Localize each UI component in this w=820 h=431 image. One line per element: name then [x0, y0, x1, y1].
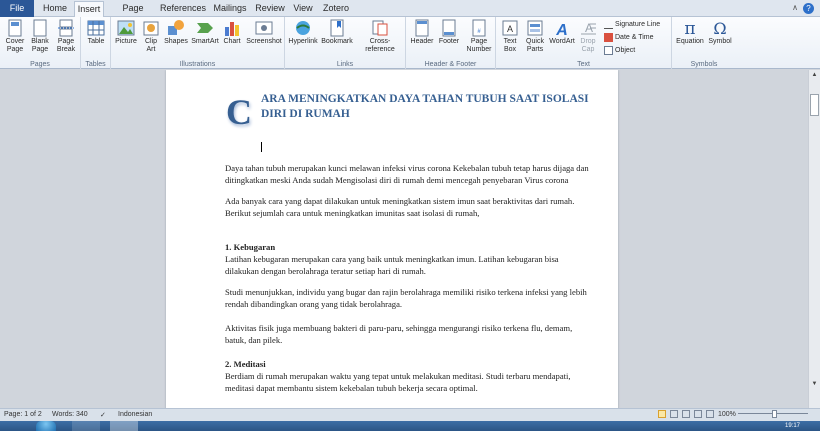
cross-reference-button[interactable]: Cross-reference	[355, 19, 405, 54]
drop-cap-letter: C	[226, 92, 252, 132]
group-label-text: Text	[577, 61, 590, 68]
document-area	[0, 70, 808, 408]
symbol-button[interactable]: Ω Symbol	[708, 19, 732, 45]
omega-icon	[711, 19, 729, 37]
page-count[interactable]: Page: 1 of 2	[4, 411, 42, 418]
page-break-icon	[57, 19, 75, 37]
vertical-scrollbar[interactable]	[808, 70, 820, 408]
shapes-icon	[167, 19, 185, 37]
equation-button[interactable]: π Equation	[676, 19, 704, 45]
shapes-button[interactable]: Shapes	[163, 19, 189, 46]
svg-text:π: π	[684, 19, 696, 37]
group-illustrations	[111, 17, 285, 69]
scroll-up-icon[interactable]: ▲	[811, 72, 818, 78]
tab-references[interactable]: References	[160, 3, 207, 13]
zoom-thumb[interactable]	[772, 410, 777, 418]
footer-icon	[440, 19, 458, 37]
outline-icon[interactable]	[694, 410, 702, 418]
group-label-header-footer: Header & Footer	[424, 61, 477, 68]
text-box-icon	[501, 19, 519, 37]
start-button[interactable]	[36, 421, 56, 431]
ribbon-insert	[0, 17, 820, 69]
table-button[interactable]: Table	[83, 19, 109, 46]
object-button[interactable]: Object	[604, 46, 635, 55]
signature-line-icon	[604, 20, 613, 29]
scroll-thumb[interactable]	[810, 94, 819, 116]
table-icon	[87, 19, 105, 37]
cross-reference-icon	[371, 19, 389, 37]
clip-art-icon	[142, 19, 160, 37]
paragraph: Daya tahan tubuh merupakan kunci melawan infeksi virus corona Kekebalan tubuh tetap harus dijaga dan ditingkatkan meski Anda sudah Mengisolasi diri di rumah demi mencegah penyebaran Virus corona	[225, 163, 589, 185]
drop-cap-button[interactable]: A Drop Cap	[580, 21, 596, 53]
paragraph: Ada banyak cara yang dapat dilakukan untuk meningkatkan sistem imun saat beraktivitas dari rumah. Berikut sejumlah cara untuk meningkatkan imunitas saat isolasi di rumah,	[225, 196, 575, 218]
group-label-pages: Pages	[30, 61, 50, 68]
proofing-icon[interactable]: ✓	[100, 412, 106, 419]
status-bar	[0, 408, 820, 421]
help-icon[interactable]: ?	[803, 3, 814, 14]
tab-zotero[interactable]: Zotero	[322, 3, 349, 13]
svg-text:A: A	[556, 22, 568, 37]
full-screen-icon[interactable]	[670, 410, 678, 418]
hyperlink-icon	[294, 19, 312, 37]
footer-button[interactable]: Footer	[436, 19, 462, 46]
signature-line-button[interactable]: Signature Line	[604, 20, 660, 29]
cover-page-button[interactable]: Cover Page	[2, 19, 28, 54]
tab-view[interactable]: View	[293, 3, 313, 13]
web-layout-icon[interactable]	[682, 410, 690, 418]
tab-review[interactable]: Review	[255, 3, 285, 13]
tab-mailings[interactable]: Mailings	[213, 3, 247, 13]
text-cursor	[261, 142, 262, 152]
document-page[interactable]	[166, 70, 618, 408]
clock[interactable]: 19:17	[784, 423, 800, 429]
taskbar-explorer-button[interactable]	[72, 421, 100, 431]
document-body	[225, 162, 590, 403]
zoom-level[interactable]: 100%	[718, 411, 736, 418]
page-break-button[interactable]: Page Break	[53, 19, 79, 54]
chart-icon	[223, 19, 241, 37]
svg-text:Ω: Ω	[713, 19, 727, 37]
paragraph: Aktivitas fisik juga membuang bakteri di paru-paru, sehingga mengurangi risiko terkena flu, demam, batuk, dan pilek.	[225, 323, 573, 345]
group-tables	[81, 17, 111, 69]
group-label-symbols: Symbols	[690, 61, 718, 68]
cover-page-icon	[6, 19, 24, 37]
drop-cap-icon	[579, 19, 597, 37]
document-title: ARA MENINGKATKAN DAYA TAHAN TUBUH SAAT ISOLASI DIRI DI RUMAH	[261, 93, 589, 120]
paragraph: Berdiam di rumah merupakan waktu yang tepat untuk melakukan meditasi. Studi terbaru mendapati, meditasi dapat membantu sistem kekebalan tubuh bekerja secara optimal.	[225, 371, 571, 393]
minimize-ribbon-icon[interactable]: ∧	[792, 3, 798, 12]
hyperlink-button[interactable]: Hyperlink	[287, 19, 319, 46]
screenshot-icon	[255, 19, 273, 37]
group-links	[285, 17, 406, 69]
tab-file[interactable]: File	[0, 0, 34, 17]
date-time-button[interactable]: Date & Time	[604, 33, 654, 42]
group-symbols	[672, 17, 736, 69]
wordart-button[interactable]: A WordArt	[548, 19, 576, 46]
draft-icon[interactable]	[706, 410, 714, 418]
object-icon	[604, 46, 613, 55]
section-heading: 2. Meditasi	[225, 359, 266, 369]
group-text	[496, 17, 672, 69]
quick-parts-button[interactable]: Quick Parts	[523, 19, 547, 54]
section-heading: 1. Kebugaran	[225, 242, 276, 252]
scroll-down-icon[interactable]: ▼	[811, 381, 818, 387]
page-number-icon	[470, 19, 488, 37]
group-label-illustrations: Illustrations	[179, 61, 216, 68]
group-pages	[0, 17, 81, 69]
clip-art-button[interactable]: Clip Art	[140, 19, 162, 54]
language-indicator[interactable]: Indonesian	[118, 411, 153, 418]
svg-text:A: A	[506, 24, 514, 34]
page-number-button[interactable]: # Page Number	[463, 19, 495, 54]
screenshot-button[interactable]: Screenshot	[244, 19, 284, 46]
bookmark-icon	[328, 19, 346, 37]
picture-icon	[117, 19, 135, 37]
group-header-footer	[406, 17, 496, 69]
smartart-icon	[196, 19, 214, 37]
ribbon-tab-bar	[0, 0, 820, 17]
tab-home[interactable]: Home	[42, 3, 67, 13]
text-box-button[interactable]: A Text Box	[498, 19, 522, 54]
svg-text:A: A	[585, 21, 594, 35]
header-button[interactable]: Header	[409, 19, 435, 46]
tab-insert[interactable]: Insert	[74, 1, 104, 18]
group-label-links: Links	[336, 61, 354, 68]
smartart-button[interactable]: SmartArt	[190, 19, 220, 46]
calendar-icon	[604, 33, 613, 42]
taskbar-word-button[interactable]	[110, 421, 138, 431]
svg-text:#: #	[477, 29, 481, 35]
print-layout-icon[interactable]	[658, 410, 666, 418]
paragraph: Studi menunjukkan, individu yang bugar dan rajin berolahraga memiliki risiko terkena infeksi yang lebih rendah dibandingkan orang yang tidak berolahraga.	[225, 287, 587, 309]
windows-taskbar	[0, 421, 820, 431]
picture-button[interactable]: Picture	[114, 19, 138, 46]
pi-icon	[681, 19, 699, 37]
paragraph: Latihan kebugaran merupakan cara yang baik untuk meningkatkan imun. Latihan kebugaran bisa dilakukan dengan berolahraga teratur setiap hari di rumah.	[225, 254, 559, 276]
blank-page-button[interactable]: Blank Page	[28, 19, 52, 54]
bookmark-button[interactable]: Bookmark	[320, 19, 354, 46]
wordart-icon	[553, 19, 571, 37]
tab-page-layout[interactable]: Page	[122, 3, 144, 13]
quick-parts-icon	[526, 19, 544, 37]
header-icon	[413, 19, 431, 37]
chart-button[interactable]: Chart	[221, 19, 243, 46]
group-label-tables: Tables	[85, 61, 106, 68]
word-count[interactable]: Words: 340	[52, 411, 88, 418]
blank-page-icon	[31, 19, 49, 37]
